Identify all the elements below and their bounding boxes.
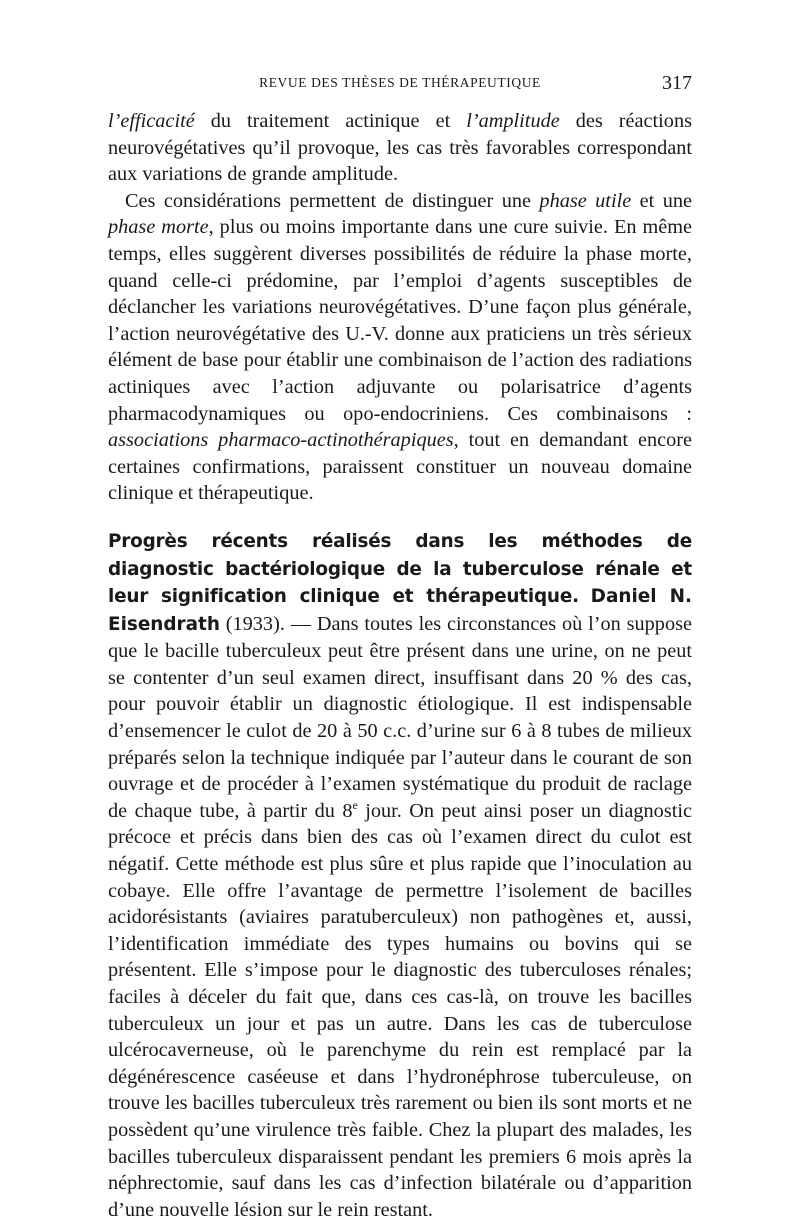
text-run: des réactions neurovégétatives qu’il provoque, les cas très favorables correspondant aux variations de grande amplitude. — [108, 110, 692, 186]
emphasis-phase-utile: phase utile — [539, 189, 632, 212]
article-paragraph — [108, 528, 692, 1223]
emphasis-amplitude: l’amplitude — [466, 110, 560, 132]
emphasis-efficacite: l’efficacité — [108, 110, 195, 132]
article-body: (1933). — Dans toutes les circonstances où l’on suppose que le bacille tuberculeux peut être présent dans une urine, on ne peut se contenter d’un seul examen direct, insuffisant dans 20 % des cas, pour pouvoir établir un diagnostic étiologique. Il est indispensable d’ensemencer le culot de 20 à 50 c.c. d’urine sur 6 à 8 tubes de milieux préparés selon la technique indiquée par l’auteur dans le courant de son ouvrage et de procéder à l’examen systématique du produit de raclage de chaque tube, à partir du 8 — [108, 612, 692, 822]
ordinal-superscript: e — [352, 798, 358, 813]
text-run: , plus ou moins importante dans une cure suivie. En même temps, elles suggèrent diverses possibilités de réduire la phase morte, quand celle-ci prédomine, par l’emploi d’agents susceptibles de déclancher les variations neurovégétatives. D’une façon plus générale, l’action neurovégétative des U.-V. donne aux praticiens un très sérieux élément de base pour établir une combinaison de l’action des radiations actiniques avec l’action adjuvante ou polarisatrice d’agents pharmacodynamiques ou opo-endocriniens. Ces combinaisons : — [108, 216, 693, 425]
text-run: Ces considérations permettent de distinguer une — [125, 189, 540, 212]
running-title: REVUE DES THÈSES DE THÉRAPEUTIQUE — [259, 75, 541, 90]
page-number: 317 — [662, 72, 692, 94]
article-author: Daniel N. Eisendrath — [108, 586, 693, 635]
article-title: Progrès récents réalisés dans les méthodes de diagnostic bactériologique de la tuberculose rénale et leur signification clinique et thérapeutique. — [108, 530, 692, 608]
running-head — [108, 72, 692, 99]
text-run: , tout en demandant encore certaines confirmations, paraissent constituer un nouveau domaine clinique et thérapeutique. — [108, 429, 692, 505]
considerations-paragraph — [108, 188, 692, 507]
article-body-continued: jour. On peut ainsi poser un diagnostic précoce et précis dans bien des cas où l’examen direct du culot est négatif. Cette méthode est plus sûre et plus rapide que l’inoculation au cobaye. Elle offre l’avantage de permettre l’isolement de bacilles acidorésistants (aviaires paratuberculeux) non pathogènes et, aussi, l’identification immédiate des types humains ou bovins qui se présentent. Elle s’impose pour le diagnostic des tuberculoses rénales; faciles à déceler du fait que, dans ces cas-là, on trouve les bacilles tuberculeux un jour et pas un autre. Dans les cas de tuberculose ulcérocaverneuse, où le parenchyme du rein est remplacé par la dégénérescence caséeuse et dans l’hydronéphrose tuberculeuse, on trouve les bacilles tuberculeux très rarement ou bien ils sont morts et ne possèdent qu’une virulence très faible. Chez la plupart des malades, les bacilles tuberculeux disparaissent pendant les premiers 6 mois après la néphrectomie, sauf dans les cas d’infection bilatérale ou d’apparition d’une nouvelle lésion sur le rein restant. — [108, 799, 692, 1221]
text-run: et une — [631, 189, 692, 212]
text-body — [108, 108, 692, 1223]
emphasis-phase-morte: phase morte — [108, 216, 209, 239]
section-gap — [108, 507, 692, 528]
emphasis-associations: associations pharmaco-actinothérapiques — [108, 429, 454, 452]
continuation-paragraph — [108, 108, 692, 188]
text-run: du traitement actinique et — [194, 110, 467, 132]
